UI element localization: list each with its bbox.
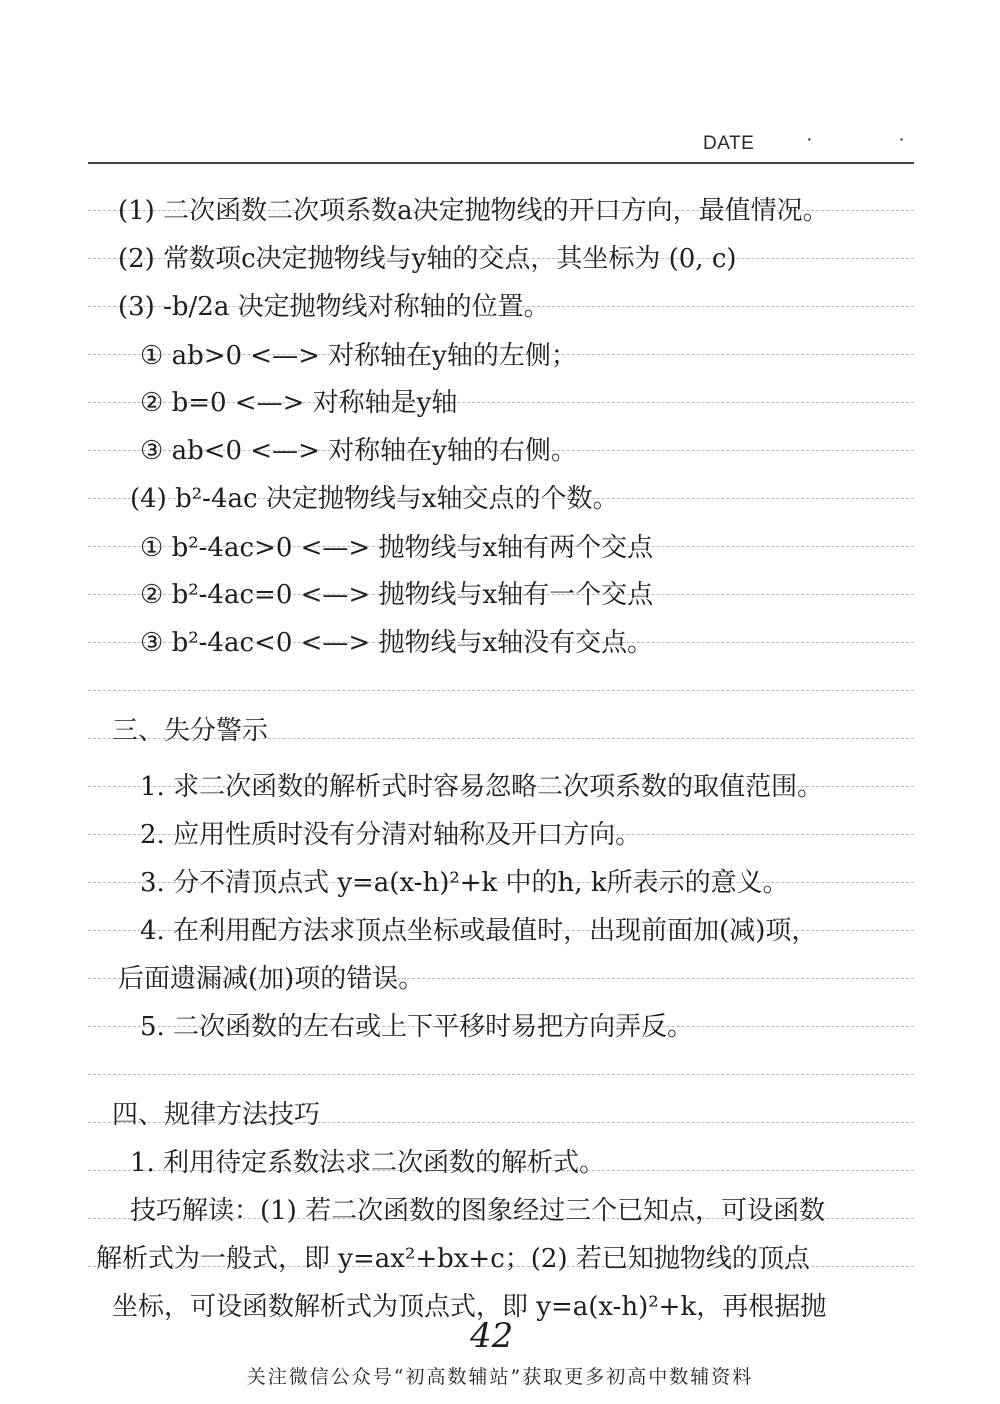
note-line-17: 5. 二次函数的左右或上下平移时易把方向弄反。 bbox=[140, 1012, 694, 1042]
header-rule bbox=[88, 162, 914, 164]
note-line-10: ③ b²-4ac<0 <—> 抛物线与x轴没有交点。 bbox=[140, 628, 654, 658]
note-line-22: 坐标，可设函数解析式为顶点式，即 y=a(x-h)²+k，再根据抛 bbox=[112, 1292, 827, 1322]
note-line-19: 1. 利用待定系数法求二次函数的解析式。 bbox=[130, 1148, 606, 1178]
date-dots: · · bbox=[806, 128, 945, 150]
note-line-4: ① ab>0 <—> 对称轴在y轴的左侧； bbox=[140, 341, 577, 371]
note-line-7: (4) b²-4ac 决定抛物线与x轴交点的个数。 bbox=[130, 484, 619, 514]
note-line-13: 2. 应用性质时没有分清对轴称及开口方向。 bbox=[140, 820, 642, 850]
note-line-6: ③ ab<0 <—> 对称轴在y轴的右侧。 bbox=[140, 436, 577, 466]
date-label: DATE bbox=[703, 133, 755, 154]
note-line-16: 后面遗漏减(加)项的错误。 bbox=[118, 964, 425, 994]
page-number: 42 bbox=[470, 1316, 514, 1356]
note-line-21: 解析式为一般式，即 y=ax²+bx+c；(2) 若已知抛物线的顶点 bbox=[96, 1244, 810, 1274]
ruled-line bbox=[88, 1074, 914, 1075]
note-line-9: ② b²-4ac=0 <—> 抛物线与x轴有一个交点 bbox=[140, 580, 654, 610]
footer-note: 关注微信公众号“初高数辅站”获取更多初高中数辅资料 bbox=[246, 1366, 754, 1388]
section-heading-3: 三、失分警示 bbox=[112, 716, 269, 746]
note-line-1: (1) 二次函数二次项系数a决定抛物线的开口方向，最值情况。 bbox=[118, 196, 829, 226]
note-line-8: ① b²-4ac>0 <—> 抛物线与x轴有两个交点 bbox=[140, 533, 654, 563]
note-line-14: 3. 分不清顶点式 y=a(x-h)²+k 中的h, k所表示的意义。 bbox=[140, 868, 789, 898]
note-line-20: 技巧解读：(1) 若二次函数的图象经过三个已知点，可设函数 bbox=[130, 1196, 826, 1226]
note-line-12: 1. 求二次函数的解析式时容易忽略二次项系数的取值范围。 bbox=[140, 772, 824, 802]
note-line-15: 4. 在利用配方法求顶点坐标或最值时，出现前面加(减)项， bbox=[140, 916, 818, 946]
ruled-line bbox=[88, 690, 914, 691]
note-line-2: (2) 常数项c决定抛物线与y轴的交点，其坐标为 (0, c) bbox=[118, 244, 737, 274]
section-heading-4: 四、规律方法技巧 bbox=[112, 1100, 321, 1130]
note-line-3: (3) -b/2a 决定抛物线对称轴的位置。 bbox=[118, 292, 550, 322]
note-line-5: ② b=0 <—> 对称轴是y轴 bbox=[140, 388, 458, 418]
